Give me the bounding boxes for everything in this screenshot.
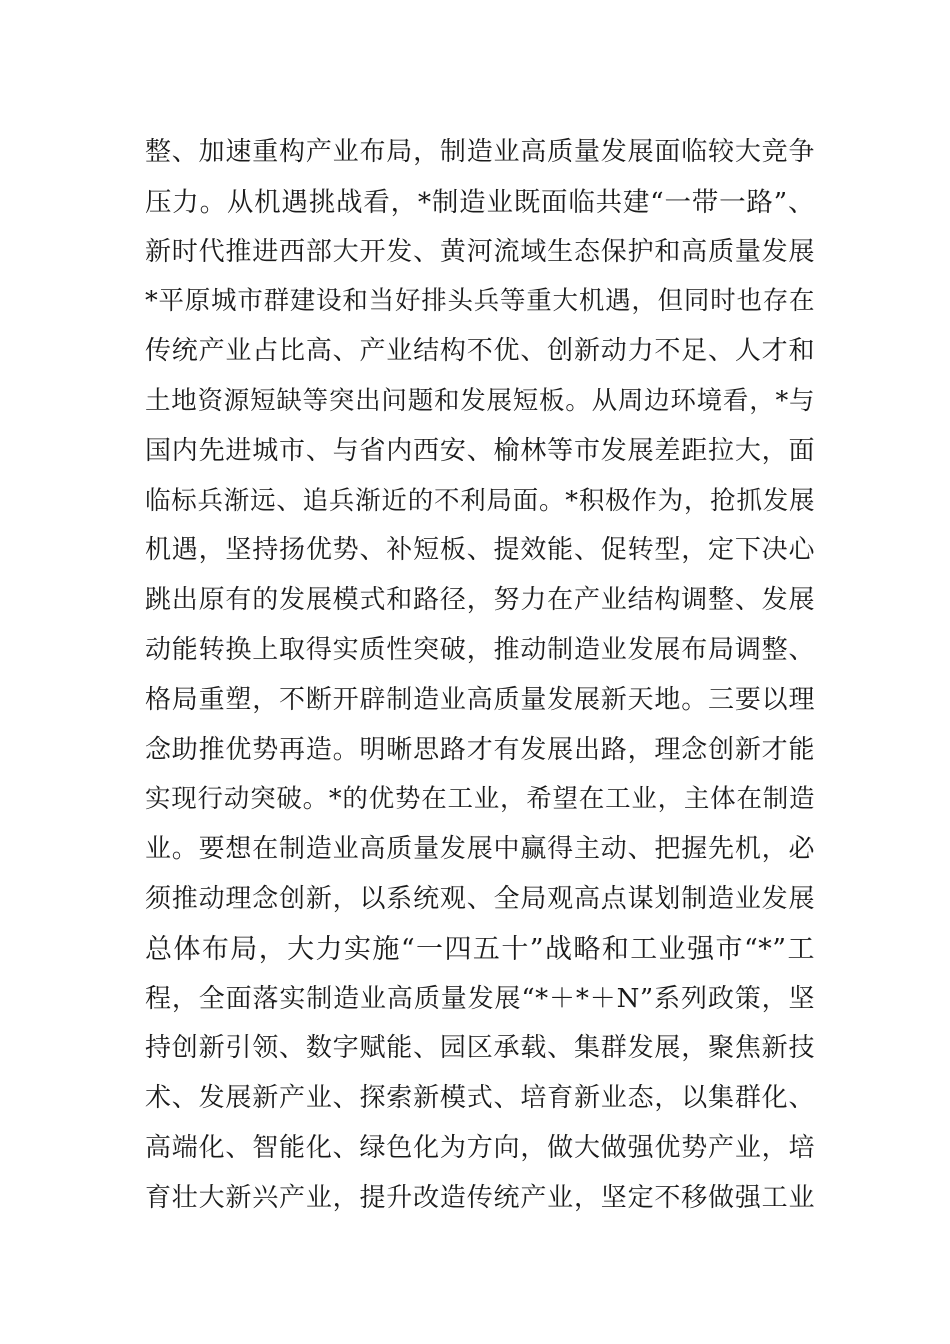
text-line-20: 术、发展新产业、探索新模式、培育新业态，以集群化、 [145,1083,815,1114]
text-line-15: 业。要想在制造业高质量发展中赢得主动、把握先机，必 [145,834,815,865]
text-line-18: 程，全面落实制造业高质量发展“*＋*＋N”系列政策，坚 [145,983,815,1014]
text-line-7: 国内先进城市、与省内西安、榆林等市发展差距拉大，面 [145,435,815,466]
text-line-22: 育壮大新兴产业，提升改造传统产业，坚定不移做强工业 [145,1182,815,1213]
text-line-1: 整、加速重构产业布局，制造业高质量发展面临较大竞争 [145,137,815,167]
text-line-19: 持创新引领、数字赋能、园区承载、集群发展，聚焦新技 [145,1033,815,1064]
text-line-8: 临标兵渐远、追兵渐近的不利局面。*积极作为，抢抓发展 [145,485,815,516]
text-line-6: 土地资源短缺等突出问题和发展短板。从周边环境看，*与 [145,385,815,416]
text-line-21: 高端化、智能化、绿色化为方向，做大做强优势产业，培 [145,1132,815,1163]
text-line-9: 机遇，坚持扬优势、补短板、提效能、促转型，定下决心 [145,535,815,566]
text-line-14: 实现行动突破。*的优势在工业，希望在工业，主体在制造 [145,784,815,815]
text-line-3: 新时代推进西部大开发、黄河流域生态保护和高质量发展 [145,236,815,267]
text-line-2: 压力。从机遇挑战看，*制造业既面临共建“一带一路”、 [145,186,815,218]
text-line-13: 念助推优势再造。明晰思路才有发展出路，理念创新才能 [145,734,815,765]
text-line-12: 格局重塑，不断开辟制造业高质量发展新天地。三要以理 [145,684,815,715]
text-line-5: 传统产业占比高、产业结构不优、创新动力不足、人才和 [145,336,815,367]
text-line-16: 须推动理念创新，以系统观、全局观高点谋划制造业发展 [145,883,815,914]
text-line-4: *平原城市群建设和当好排头兵等重大机遇，但同时也存在 [145,286,815,317]
body-paragraph [145,128,815,1224]
text-line-11: 动能转换上取得实质性突破，推动制造业发展布局调整、 [145,634,815,665]
text-line-17: 总体布局，大力实施“一四五十”战略和工业强市“*”工 [145,933,815,965]
text-line-10: 跳出原有的发展模式和路径，努力在产业结构调整、发展 [145,585,815,616]
